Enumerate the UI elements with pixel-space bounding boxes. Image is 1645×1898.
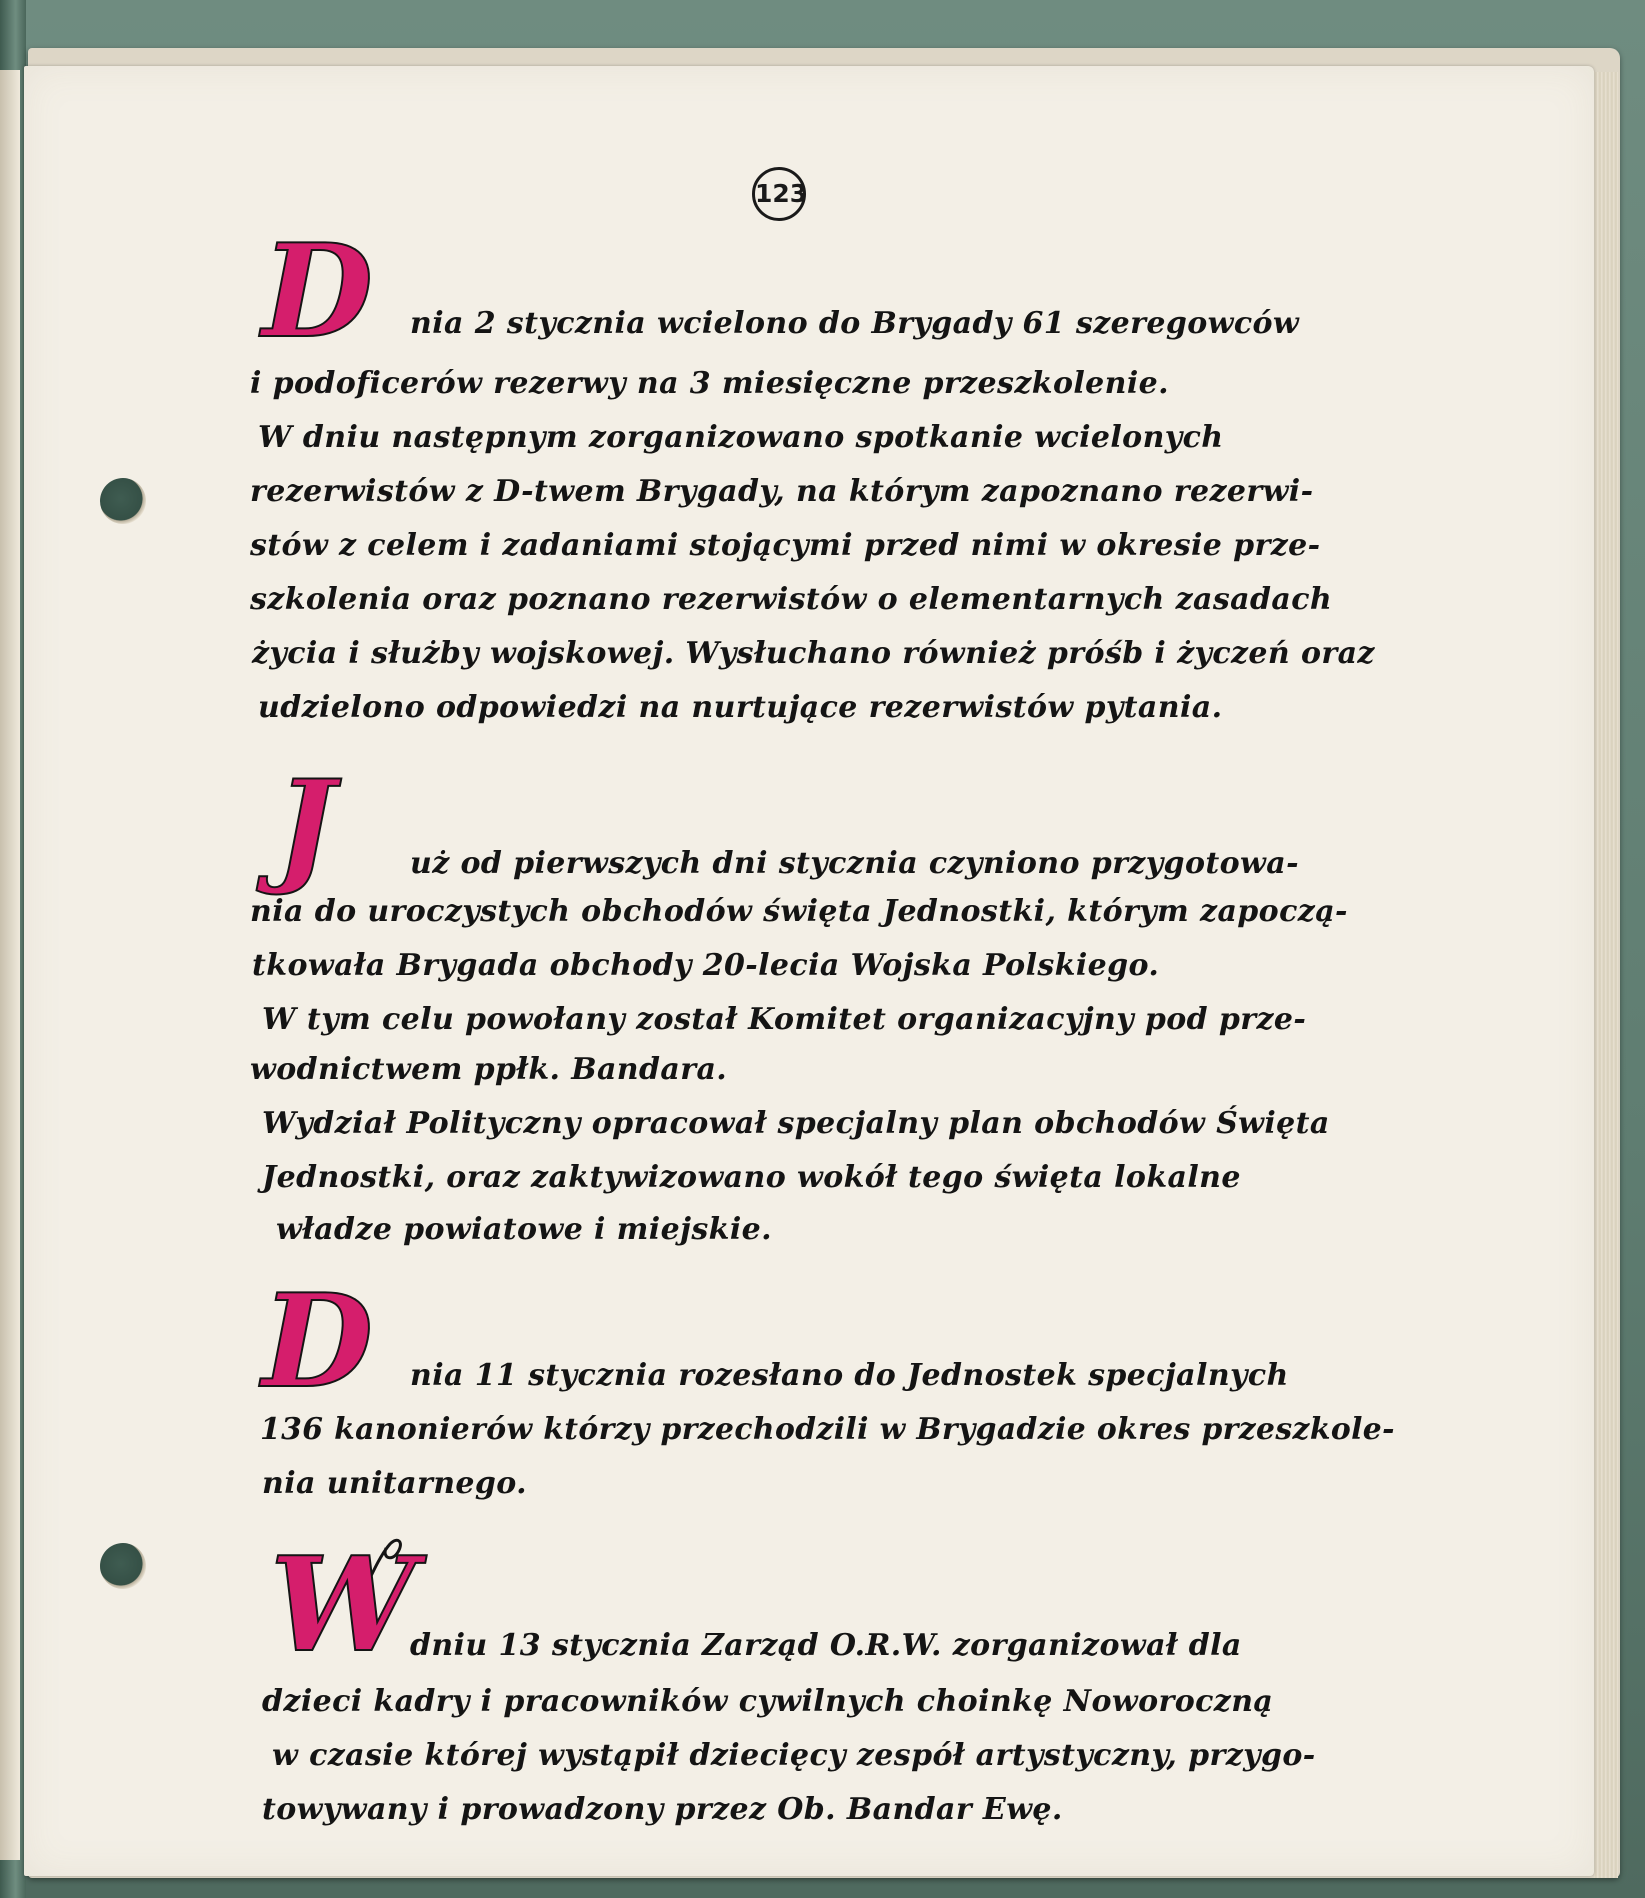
text-line: W dniu następnym zorganizowano spotkanie wcielonych [258,420,1224,455]
drop-cap-initial: D [262,217,373,367]
text-line: nia unitarnego. [262,1466,528,1501]
text-line: władze powiatowe i miejskie. [276,1212,772,1247]
text-line: 136 kanonierów którzy przechodzili w Brygadzie okres przeszkole- [260,1412,1395,1447]
text-line: tkowała Brygada obchody 20-lecia Wojska Polskiego. [252,948,1160,983]
drop-cap-initial: J [276,754,335,899]
text-line: dzieci kadry i pracowników cywilnych choinkę Noworoczną [262,1684,1274,1719]
punch-hole [100,478,146,524]
text-line: nia 11 stycznia rozesłano do Jednostek specjalnych [410,1358,1289,1393]
text-line: nia do uroczystych obchodów święta Jednostki, którym zapoczą- [250,894,1348,929]
punch-hole [100,1543,146,1589]
text-line: stów z celem i zadaniami stojącymi przed nimi w okresie prze- [250,528,1321,563]
drop-cap-initial: W [270,1528,416,1681]
text-line: szkolenia oraz poznano rezerwistów o elementarnych zasadach [250,582,1333,617]
text-line: nia 2 stycznia wcielono do Brygady 61 szeregowców [410,306,1300,341]
text-line: dniu 13 stycznia Zarząd O.R.W. zorganizował dla [410,1628,1242,1663]
text-line: towywany i prowadzony przez Ob. Bandar Ewę. [262,1792,1063,1827]
text-line: Jednostki, oraz zaktywizowano wokół tego święta lokalne [262,1160,1241,1195]
text-line: i podoficerów rezerwy na 3 miesięczne przeszkolenie. [250,366,1169,401]
text-line: udzielono odpowiedzi na nurtujące rezerwistów pytania. [258,690,1223,725]
text-line: uż od pierwszych dni stycznia czyniono przygotowa- [410,846,1299,881]
previous-page-edge [0,70,20,1860]
text-line: Wydział Polityczny opracował specjalny plan obchodów Święta [262,1106,1330,1141]
text-line: w czasie której wystąpił dziecięcy zespół artystyczny, przygo- [272,1738,1316,1773]
page-block-edge [1594,72,1618,1878]
text-line: W tym celu powołany został Komitet organizacyjny pod prze- [262,1002,1307,1037]
text-line: życia i służby wojskowej. Wysłuchano również próśb i życzeń oraz [252,636,1375,671]
text-line: wodnictwem ppłk. Bandara. [250,1052,728,1087]
page-number: 123 [752,167,806,221]
drop-cap-initial: D [262,1267,373,1417]
text-line: rezerwistów z D-twem Brygady, na którym zapoznano rezerwi- [250,474,1314,509]
